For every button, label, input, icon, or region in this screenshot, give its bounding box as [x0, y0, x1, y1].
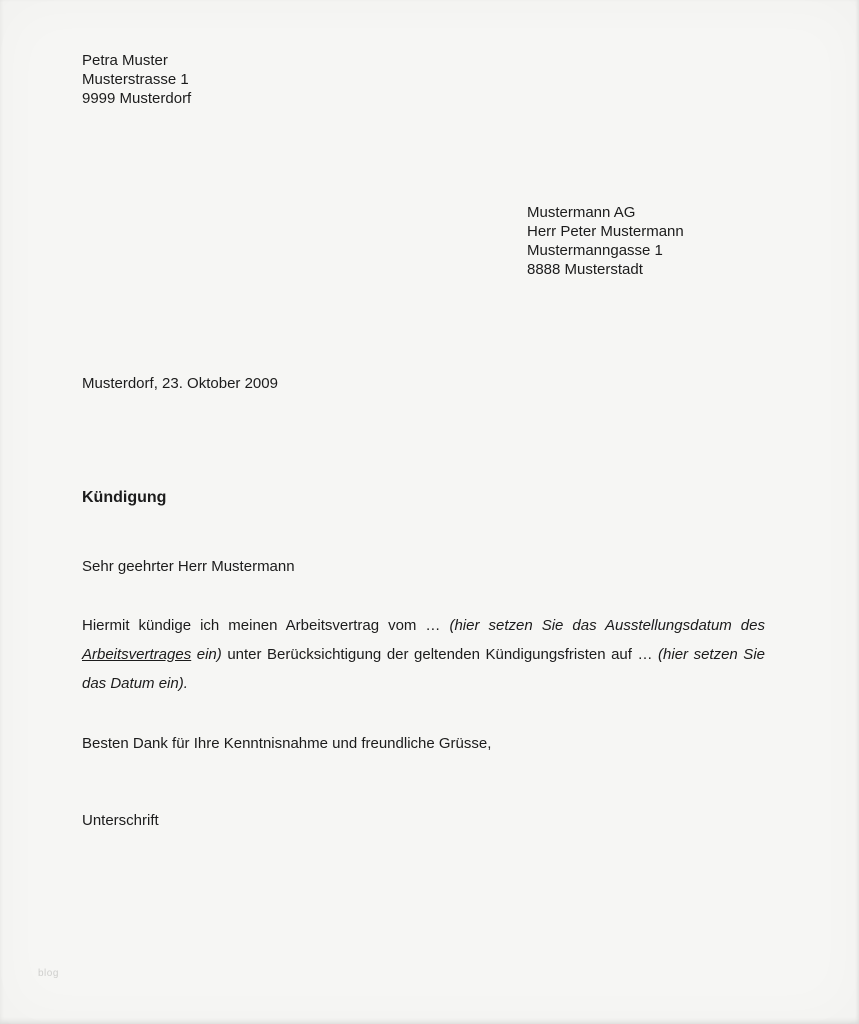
recipient-street: Mustermanngasse 1 [527, 242, 663, 259]
body-paragraph [82, 611, 765, 698]
date-line: Musterdorf, 23. Oktober 2009 [82, 375, 278, 392]
body-text-segment: (hier setzen Sie das Ausstellungsdatum des [449, 617, 765, 634]
recipient-contact: Herr Peter Mustermann [527, 223, 684, 240]
sender-street: Musterstrasse 1 [82, 71, 189, 88]
sender-name: Petra Muster [82, 52, 168, 69]
body-text-segment: ein) [191, 646, 222, 663]
salutation: Sehr geehrter Herr Mustermann [82, 558, 295, 575]
signature-placeholder: Unterschrift [82, 812, 159, 829]
sender-city: 9999 Musterdorf [82, 90, 192, 107]
recipient-address-block [527, 203, 684, 279]
body-text-segment: Arbeitsvertrages [82, 646, 192, 663]
blog-watermark: blog [38, 968, 59, 979]
closing-line: Besten Dank für Ihre Kenntnisnahme und freundliche Grüsse, [82, 735, 492, 752]
body-text-segment: (hier setzen Sie das Datum ein). [82, 646, 765, 692]
body-text-segment: Hiermit kündige ich meinen Arbeitsvertrag vom … [82, 617, 450, 634]
recipient-city: 8888 Musterstadt [527, 261, 643, 278]
sender-address-block [82, 51, 191, 108]
recipient-company: Mustermann AG [527, 204, 636, 221]
body-text-segment: unter Berücksichtigung der geltenden Kündigungsfristen auf … [221, 646, 659, 663]
subject-line: Kündigung [82, 489, 167, 506]
